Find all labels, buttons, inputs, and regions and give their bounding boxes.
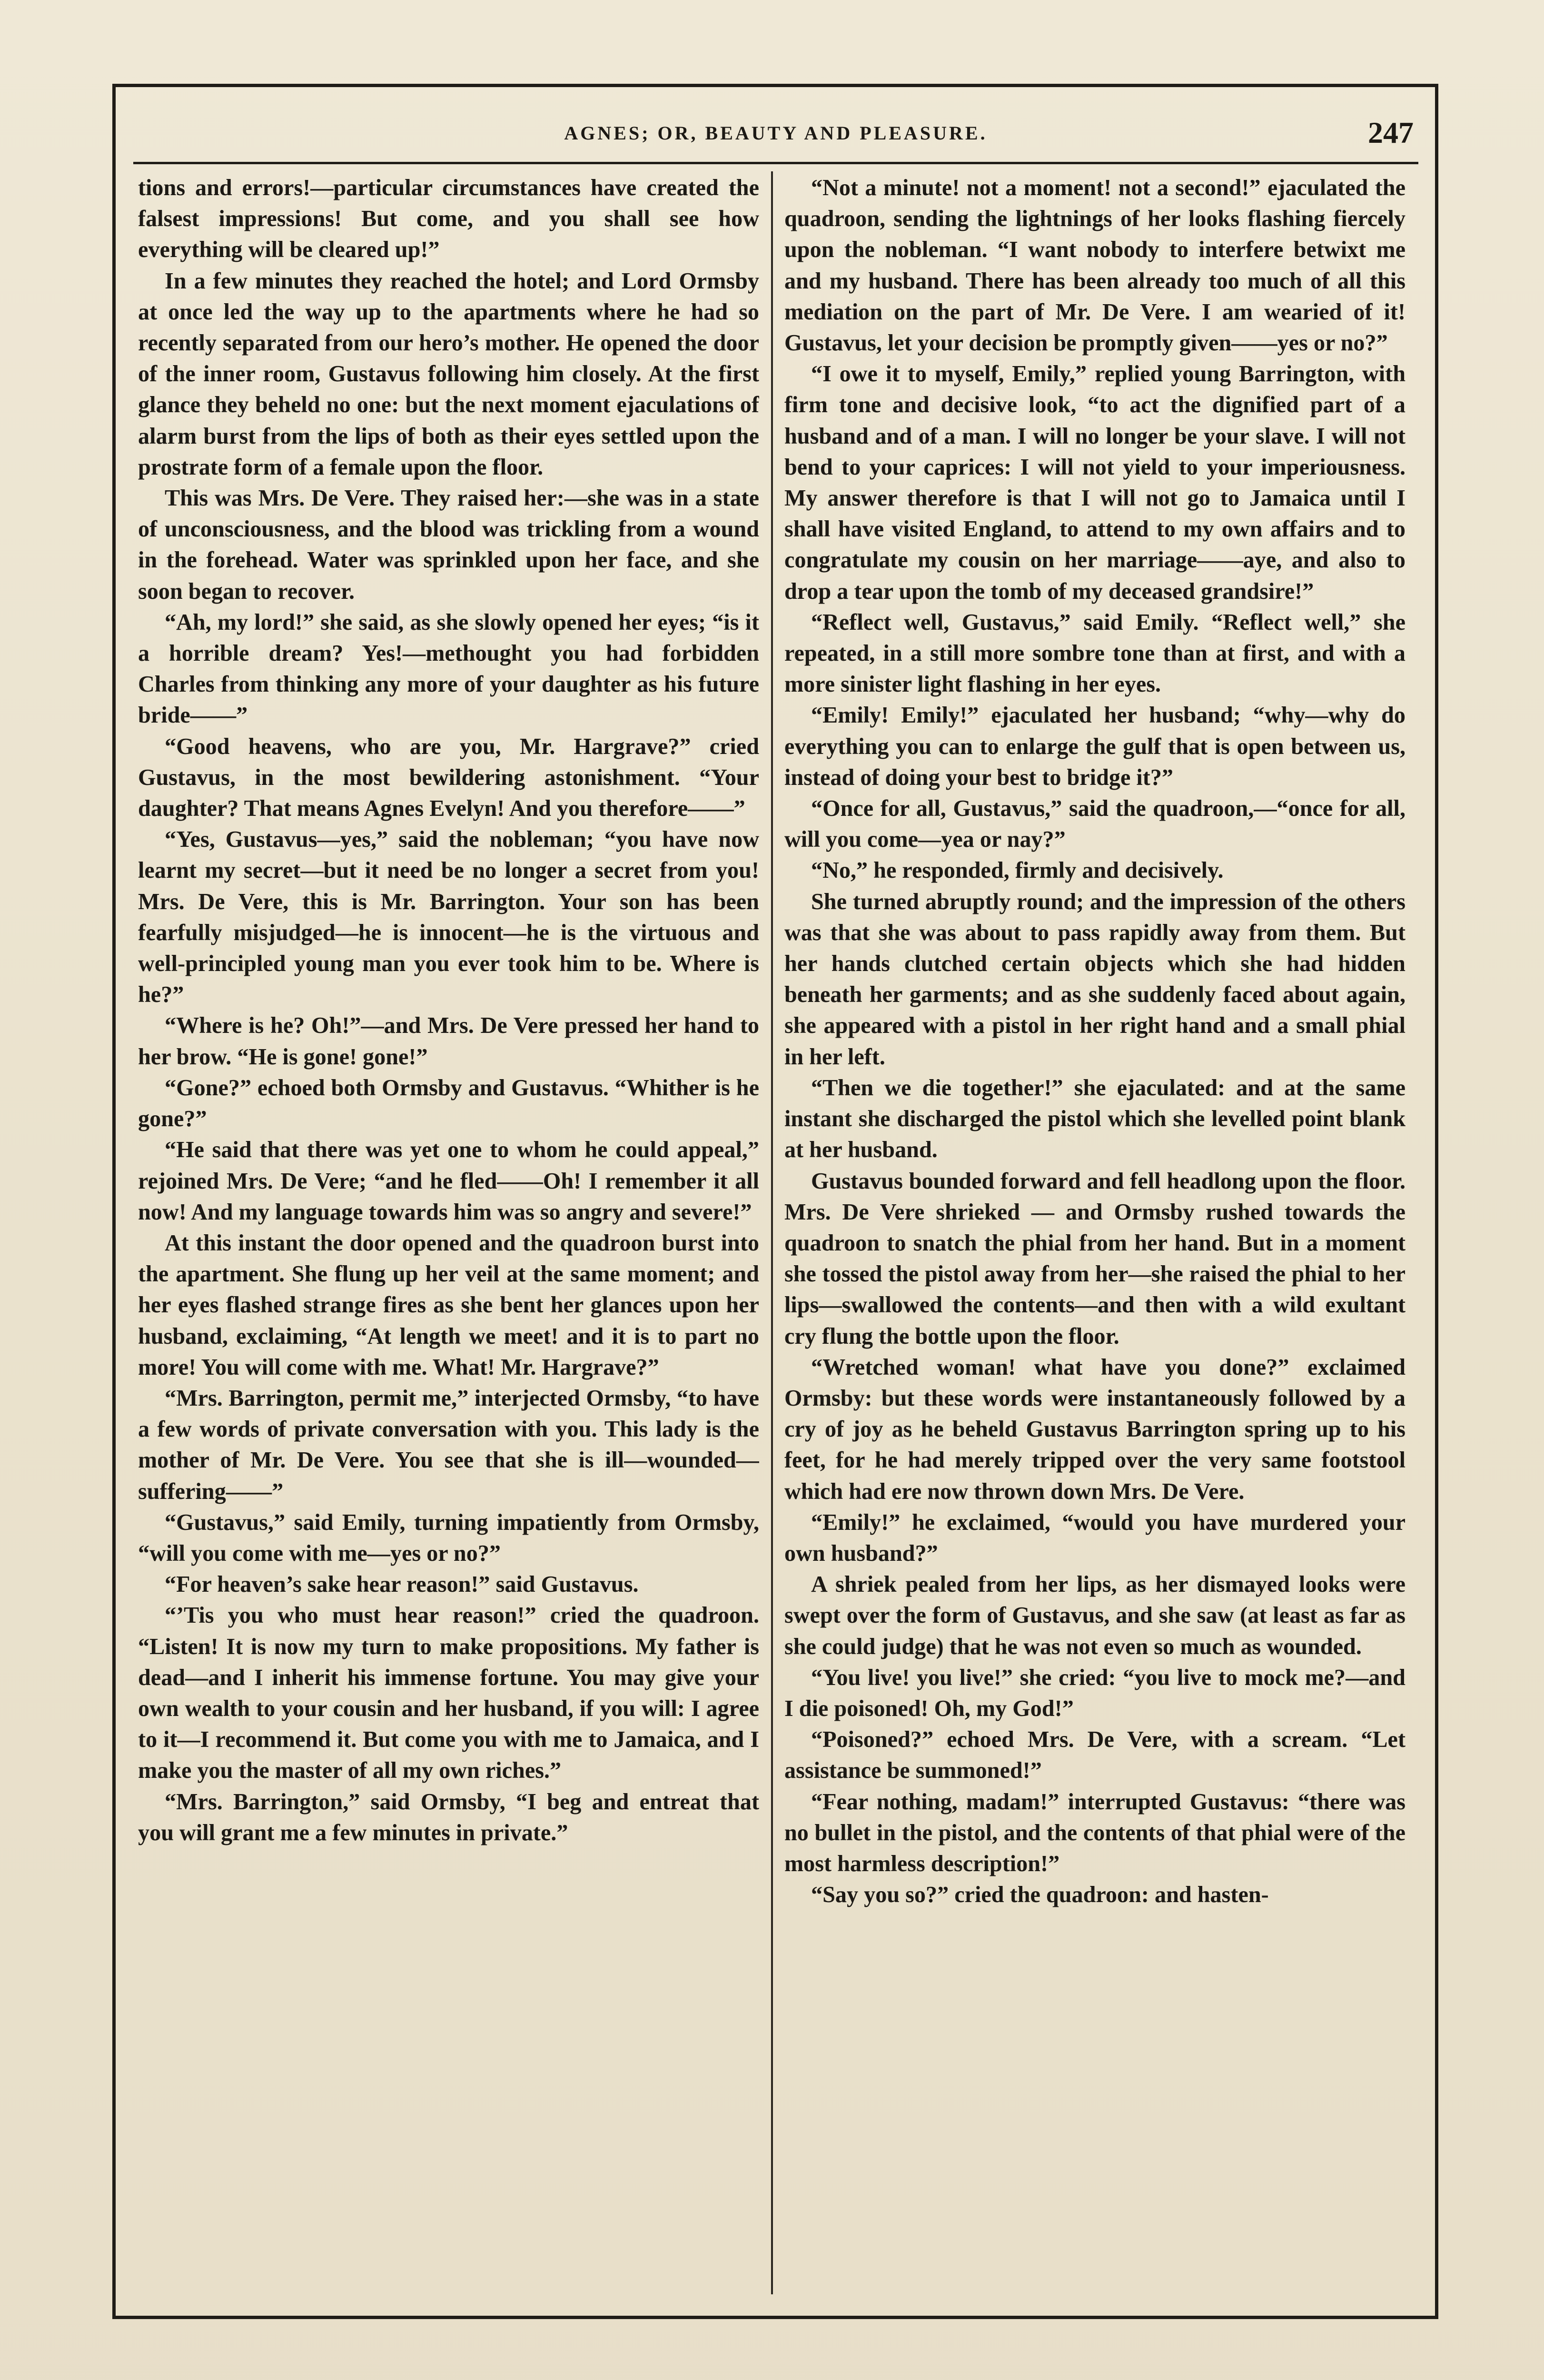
paragraph: “No,” he responded, firmly and decisively. bbox=[811, 858, 1224, 883]
page-header bbox=[133, 115, 1418, 158]
paragraph: “Gone?” echoed both Ormsby and Gustavus. “Whither is he gone?” bbox=[138, 1075, 759, 1132]
column-divider bbox=[771, 171, 773, 2294]
paragraph: tions and errors!—particular circumstances have created the falsest impressions! But come, and you shall see how everything will be cleared up!” bbox=[138, 175, 759, 263]
paragraph: “’Tis you who must hear reason!” cried the quadroon. “Listen! It is now my turn to make propositions. My father is dead—and I inherit his immense fortune. You may give your own wealth to your cousin and her husband, if you will: I agree to it—I recommend it. But come you with me to Jamaica, and I make you the master of all my own riches.” bbox=[138, 1603, 759, 1784]
page-number: 247 bbox=[1368, 116, 1414, 149]
paragraph: “Where is he? Oh!”—and Mrs. De Vere pressed her hand to her brow. “He is gone! gone!” bbox=[138, 1013, 759, 1070]
paragraph: “Gustavus,” said Emily, turning impatiently from Ormsby, “will you come with me—yes or no?” bbox=[138, 1509, 759, 1566]
paragraph: “You live! you live!” she cried: “you live to mock me?—and I die poisoned! Oh, my God!” bbox=[784, 1665, 1405, 1721]
paragraph: “Wretched woman! what have you done?” exclaimed Ormsby: but these words were instantaneously followed by a cry of joy as he beheld Gustavus Barrington spring up to his feet, for he had merely tripped over the very same footstool which had ere now thrown down Mrs. De Vere. bbox=[784, 1354, 1405, 1504]
right-column bbox=[784, 172, 1405, 2305]
paragraph: “Then we die together!” she ejaculated: and at the same instant she discharged the pistol which she levelled point blank at her husband. bbox=[784, 1075, 1405, 1163]
paragraph: A shriek pealed from her lips, as her dismayed looks were swept over the form of Gustavus, and she saw (at least as far as she could judge) that he was not even so much as wounded. bbox=[784, 1572, 1405, 1659]
paragraph: “Say you so?” cried the quadroon: and hasten- bbox=[811, 1882, 1269, 1908]
paragraph: “Yes, Gustavus—yes,” said the nobleman; “you have now learnt my secret—but it need be no longer a secret from you! Mrs. De Vere, this is Mr. Barrington. Your son has been fearfully misjudged—he is innocent—he is the virtuous and well-principled young man you ever took him to be. Where is he?” bbox=[138, 827, 759, 1008]
paragraph: “Not a minute! not a moment! not a second!” ejaculated the quadroon, sending the lightnings of her looks flashing fiercely upon the nobleman. “I want nobody to interfere betwixt me and my husband. There has been already too much of all this mediation on the part of Mr. De Vere. I am wearied of it! Gustavus, let your decision be promptly given——yes or no?” bbox=[784, 175, 1405, 356]
paragraph: “Fear nothing, madam!” interrupted Gustavus: “there was no bullet in the pistol, and the contents of that phial were of the most harmless description!” bbox=[784, 1789, 1405, 1876]
paragraph: “Poisoned?” echoed Mrs. De Vere, with a scream. “Let assistance be summoned!” bbox=[784, 1727, 1405, 1784]
paragraph: “He said that there was yet one to whom he could appeal,” rejoined Mrs. De Vere; “and he fled——Oh! I remember it all now! And my language towards him was so angry and severe!” bbox=[138, 1137, 759, 1225]
left-column bbox=[138, 172, 759, 2305]
running-title: AGNES; OR, BEAUTY AND PLEASURE. bbox=[564, 122, 988, 144]
paragraph: “For heaven’s sake hear reason!” said Gustavus. bbox=[165, 1572, 639, 1597]
paragraph: “Emily!” he exclaimed, “would you have murdered your own husband?” bbox=[784, 1509, 1405, 1566]
header-rule bbox=[133, 162, 1418, 164]
paragraph: “Once for all, Gustavus,” said the quadroon,—“once for all, will you come—yea or nay?” bbox=[784, 796, 1405, 853]
paragraph: “Mrs. Barrington, permit me,” interjected Ormsby, “to have a few words of private conversation with you. This lady is the mother of Mr. De Vere. You see that she is ill—wounded—suffering——” bbox=[138, 1385, 759, 1504]
paragraph: “Reflect well, Gustavus,” said Emily. “Reflect well,” she repeated, in a still more sombre tone than at first, and with a more sinister light flashing in her eyes. bbox=[784, 609, 1405, 697]
paragraph: This was Mrs. De Vere. They raised her:—she was in a state of unconsciousness, and the blood was trickling from a wound in the forehead. Water was sprinkled upon her face, and she soon began to recover. bbox=[138, 486, 759, 604]
paragraph: “I owe it to myself, Emily,” replied young Barrington, with firm tone and decisive look, “to act the dignified part of a husband and of a man. I will no longer be your slave. I will not bend to your caprices: I will not yield to your imperiousness. My answer therefore is that I will not go to Jamaica until I shall have visited England, to attend to my own affairs and to congratulate my cousin on her marriage——aye, and also to drop a tear upon the tomb of my deceased grandsire!” bbox=[784, 361, 1405, 604]
paragraph: She turned abruptly round; and the impression of the others was that she was about to pass rapidly away from them. But her hands clutched certain objects which she had hidden beneath her garments; and as she suddenly faced about again, she appeared with a pistol in her right hand and a small phial in her left. bbox=[784, 889, 1405, 1070]
paragraph: “Mrs. Barrington,” said Ormsby, “I beg and entreat that you will grant me a few minutes in private.” bbox=[138, 1789, 759, 1845]
paragraph: “Ah, my lord!” she said, as she slowly opened her eyes; “is it a horrible dream? Yes!—methought you had forbidden Charles from thinking any more of your daughter as his future bride——” bbox=[138, 609, 759, 728]
paragraph: In a few minutes they reached the hotel; and Lord Ormsby at once led the way up to the apartments where he had so recently separated from our hero’s mother. He opened the door of the inner room, Gustavus following him closely. At the first glance they beheld no one: but the next moment ejaculations of alarm burst from the lips of both as their eyes settled upon the prostrate form of a female upon the floor. bbox=[138, 268, 759, 480]
paragraph: At this instant the door opened and the quadroon burst into the apartment. She flung up her veil at the same moment; and her eyes flashed strange fires as she bent her glances upon her husband, exclaiming, “At length we meet! and it is to part no more! You will come with me. What! Mr. Hargrave?” bbox=[138, 1230, 759, 1380]
paragraph: Gustavus bounded forward and fell headlong upon the floor. Mrs. De Vere shrieked — and Ormsby rushed towards the quadroon to snatch the phial from her hand. But in a moment she tossed the pistol away from her—she raised the phial to her lips—swallowed the contents—and then with a wild exultant cry flung the bottle upon the floor. bbox=[784, 1168, 1405, 1349]
paragraph: “Good heavens, who are you, Mr. Hargrave?” cried Gustavus, in the most bewildering astonishment. “Your daughter? That means Agnes Evelyn! And you therefore——” bbox=[138, 734, 759, 822]
paragraph: “Emily! Emily!” ejaculated her husband; “why—why do everything you can to enlarge the gulf that is open between us, instead of doing your best to bridge it?” bbox=[784, 703, 1405, 790]
